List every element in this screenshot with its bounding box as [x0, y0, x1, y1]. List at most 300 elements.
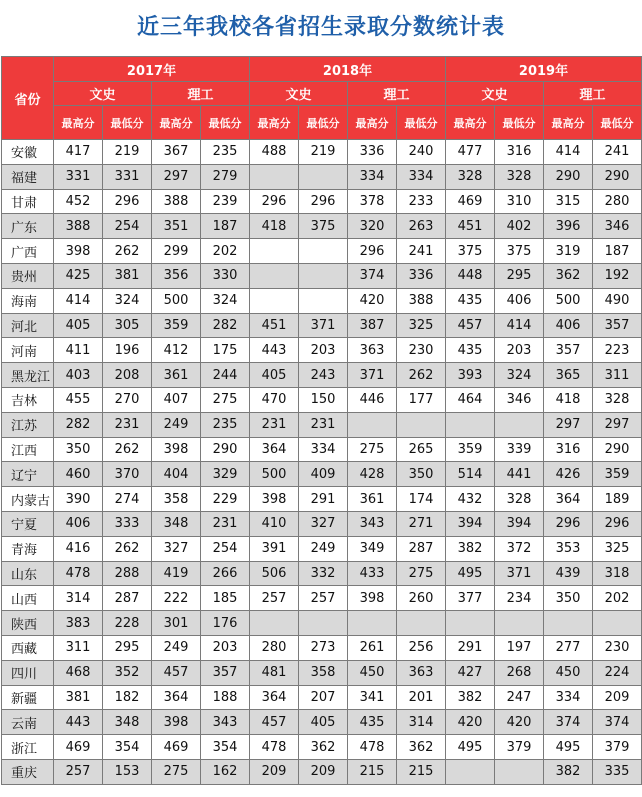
- score-cell: [250, 164, 299, 189]
- score-cell: 457: [152, 660, 201, 685]
- score-cell: 427: [446, 660, 495, 685]
- table-row: [2, 735, 642, 760]
- score-cell: 296: [250, 189, 299, 214]
- province-cell: 福建: [2, 164, 54, 189]
- score-cell: 374: [348, 263, 397, 288]
- score-cell: 457: [446, 313, 495, 338]
- table-row: [2, 635, 642, 660]
- score-cell: 364: [152, 685, 201, 710]
- score-cell: 364: [544, 487, 593, 512]
- score-cell: 277: [544, 635, 593, 660]
- table-row: [2, 487, 642, 512]
- score-cell: 470: [250, 387, 299, 412]
- province-cell: 浙江: [2, 735, 54, 760]
- score-cell: 405: [54, 313, 103, 338]
- score-cell: 201: [397, 685, 446, 710]
- score-cell: 361: [348, 487, 397, 512]
- province-cell: 河南: [2, 338, 54, 363]
- score-cell: 490: [593, 288, 642, 313]
- score-cell: 500: [152, 288, 201, 313]
- score-cell: 420: [495, 710, 544, 735]
- score-cell: 414: [495, 313, 544, 338]
- score-cell: 416: [54, 536, 103, 561]
- score-cell: 150: [299, 387, 348, 412]
- score-cell: 375: [446, 239, 495, 264]
- score-cell: 257: [54, 759, 103, 784]
- table-row: [2, 387, 642, 412]
- table-row: [2, 363, 642, 388]
- score-cell: 356: [152, 263, 201, 288]
- score-cell: 367: [152, 140, 201, 165]
- score-cell: 331: [103, 164, 152, 189]
- score-cell: 417: [54, 140, 103, 165]
- page-title: 近三年我校各省招生录取分数统计表: [136, 15, 505, 40]
- province-cell: 云南: [2, 710, 54, 735]
- score-cell: 439: [544, 561, 593, 586]
- stat-header-min: 最低分: [299, 106, 348, 140]
- score-cell: 291: [446, 635, 495, 660]
- score-cell: 426: [544, 462, 593, 487]
- score-cell: 514: [446, 462, 495, 487]
- score-cell: 363: [397, 660, 446, 685]
- year-header-2017: 2017年: [54, 57, 250, 82]
- stat-header-min: 最低分: [495, 106, 544, 140]
- score-cell: 379: [495, 735, 544, 760]
- stat-header-max: 最高分: [348, 106, 397, 140]
- stat-header-min: 最低分: [201, 106, 250, 140]
- score-cell: 233: [397, 189, 446, 214]
- score-cell: 412: [152, 338, 201, 363]
- score-cell: 333: [103, 511, 152, 536]
- score-cell: 256: [397, 635, 446, 660]
- score-cell: 282: [201, 313, 250, 338]
- score-cell: 202: [201, 239, 250, 264]
- score-cell: [299, 164, 348, 189]
- score-cell: 325: [593, 536, 642, 561]
- province-cell: 甘肃: [2, 189, 54, 214]
- score-cell: 331: [54, 164, 103, 189]
- score-cell: 378: [348, 189, 397, 214]
- score-cell: 275: [348, 437, 397, 462]
- score-cell: 495: [446, 561, 495, 586]
- score-cell: 329: [201, 462, 250, 487]
- score-cell: 296: [299, 189, 348, 214]
- score-cell: 311: [54, 635, 103, 660]
- score-cell: 435: [446, 338, 495, 363]
- score-cell: [446, 412, 495, 437]
- score-cell: [348, 611, 397, 636]
- score-cell: 187: [593, 239, 642, 264]
- score-cell: [593, 611, 642, 636]
- score-cell: 411: [54, 338, 103, 363]
- score-cell: 388: [397, 288, 446, 313]
- score-cell: 432: [446, 487, 495, 512]
- score-cell: 435: [446, 288, 495, 313]
- score-cell: 319: [544, 239, 593, 264]
- score-cell: 271: [397, 511, 446, 536]
- score-cell: 418: [544, 387, 593, 412]
- table-row: [2, 685, 642, 710]
- score-cell: 371: [348, 363, 397, 388]
- score-cell: 443: [250, 338, 299, 363]
- table-row: [2, 611, 642, 636]
- score-cell: 393: [446, 363, 495, 388]
- score-cell: [250, 263, 299, 288]
- score-cell: 354: [103, 735, 152, 760]
- table-row: [2, 561, 642, 586]
- stat-header-max: 最高分: [54, 106, 103, 140]
- table-row: [2, 536, 642, 561]
- score-cell: 244: [201, 363, 250, 388]
- table-row: [2, 586, 642, 611]
- score-cell: 409: [299, 462, 348, 487]
- score-cell: 336: [348, 140, 397, 165]
- score-cell: [250, 288, 299, 313]
- score-cell: 229: [201, 487, 250, 512]
- score-cell: 328: [593, 387, 642, 412]
- score-cell: 254: [103, 214, 152, 239]
- track-header-science: 理工: [544, 82, 642, 106]
- score-cell: 402: [495, 214, 544, 239]
- score-cell: 457: [250, 710, 299, 735]
- score-cell: 371: [495, 561, 544, 586]
- score-cell: 364: [250, 437, 299, 462]
- score-cell: 231: [103, 412, 152, 437]
- score-cell: 296: [103, 189, 152, 214]
- score-cell: 481: [250, 660, 299, 685]
- score-cell: 358: [152, 487, 201, 512]
- score-cell: 359: [152, 313, 201, 338]
- score-cell: 295: [103, 635, 152, 660]
- score-cell: 377: [446, 586, 495, 611]
- score-cell: 334: [299, 437, 348, 462]
- score-cell: 350: [54, 437, 103, 462]
- score-cell: 357: [593, 313, 642, 338]
- score-cell: 382: [446, 685, 495, 710]
- score-cell: 359: [593, 462, 642, 487]
- score-cell: 318: [593, 561, 642, 586]
- score-cell: 374: [593, 710, 642, 735]
- score-cell: [495, 759, 544, 784]
- score-cell: 495: [544, 735, 593, 760]
- province-cell: 重庆: [2, 759, 54, 784]
- score-cell: 382: [446, 536, 495, 561]
- score-cell: 349: [348, 536, 397, 561]
- score-cell: 262: [397, 363, 446, 388]
- stat-header-min: 最低分: [103, 106, 152, 140]
- province-cell: 青海: [2, 536, 54, 561]
- score-cell: [299, 611, 348, 636]
- score-cell: 381: [103, 263, 152, 288]
- score-cell: 203: [299, 338, 348, 363]
- score-cell: 398: [152, 710, 201, 735]
- score-cell: [299, 263, 348, 288]
- province-cell: 西藏: [2, 635, 54, 660]
- score-cell: 346: [495, 387, 544, 412]
- score-cell: 506: [250, 561, 299, 586]
- track-header-science: 理工: [348, 82, 446, 106]
- score-cell: [299, 288, 348, 313]
- score-cell: [446, 611, 495, 636]
- table-row: [2, 164, 642, 189]
- score-cell: 290: [593, 437, 642, 462]
- table-row: [2, 660, 642, 685]
- table-row: [2, 140, 642, 165]
- score-cell: 469: [54, 735, 103, 760]
- score-cell: 388: [152, 189, 201, 214]
- score-cell: 348: [152, 511, 201, 536]
- year-header-2018: 2018年: [250, 57, 446, 82]
- score-cell: 287: [397, 536, 446, 561]
- province-cell: 黑龙江: [2, 363, 54, 388]
- score-cell: 203: [495, 338, 544, 363]
- score-cell: 406: [544, 313, 593, 338]
- score-cell: 363: [348, 338, 397, 363]
- score-cell: 374: [544, 710, 593, 735]
- score-cell: 341: [348, 685, 397, 710]
- score-cell: 280: [593, 189, 642, 214]
- table-row: [2, 189, 642, 214]
- score-cell: 209: [299, 759, 348, 784]
- score-cell: 290: [201, 437, 250, 462]
- score-cell: 297: [152, 164, 201, 189]
- table-row: [2, 437, 642, 462]
- score-cell: 450: [348, 660, 397, 685]
- score-cell: 362: [299, 735, 348, 760]
- score-cell: 372: [495, 536, 544, 561]
- score-cell: 328: [495, 164, 544, 189]
- score-cell: 203: [201, 635, 250, 660]
- score-cell: 383: [54, 611, 103, 636]
- score-cell: 452: [54, 189, 103, 214]
- province-cell: 河北: [2, 313, 54, 338]
- score-cell: 451: [446, 214, 495, 239]
- score-cell: 230: [593, 635, 642, 660]
- score-cell: [495, 412, 544, 437]
- score-cell: 407: [152, 387, 201, 412]
- score-cell: 254: [201, 536, 250, 561]
- score-cell: 316: [495, 140, 544, 165]
- score-cell: 469: [446, 189, 495, 214]
- score-cell: 425: [54, 263, 103, 288]
- table-row: [2, 288, 642, 313]
- score-cell: [397, 412, 446, 437]
- score-cell: 435: [348, 710, 397, 735]
- score-cell: 247: [495, 685, 544, 710]
- table-row: [2, 263, 642, 288]
- score-cell: 336: [397, 263, 446, 288]
- score-cell: 282: [54, 412, 103, 437]
- score-cell: 297: [593, 412, 642, 437]
- score-cell: 404: [152, 462, 201, 487]
- score-cell: 357: [544, 338, 593, 363]
- score-cell: 398: [250, 487, 299, 512]
- track-header-arts: 文史: [250, 82, 348, 106]
- score-cell: 296: [348, 239, 397, 264]
- score-cell: 296: [593, 511, 642, 536]
- score-cell: 330: [201, 263, 250, 288]
- score-cell: 290: [593, 164, 642, 189]
- score-cell: 387: [348, 313, 397, 338]
- score-cell: 176: [201, 611, 250, 636]
- score-cell: 249: [299, 536, 348, 561]
- score-cell: 301: [152, 611, 201, 636]
- score-cell: 266: [201, 561, 250, 586]
- score-cell: 391: [250, 536, 299, 561]
- score-cell: 185: [201, 586, 250, 611]
- score-cell: 406: [54, 511, 103, 536]
- score-cell: 209: [593, 685, 642, 710]
- score-cell: 324: [495, 363, 544, 388]
- table-row: [2, 338, 642, 363]
- score-cell: 343: [348, 511, 397, 536]
- score-cell: 230: [397, 338, 446, 363]
- score-cell: 478: [250, 735, 299, 760]
- score-cell: 287: [103, 586, 152, 611]
- score-cell: 265: [397, 437, 446, 462]
- province-cell: 吉林: [2, 387, 54, 412]
- score-cell: 207: [299, 685, 348, 710]
- score-cell: 175: [201, 338, 250, 363]
- score-cell: 394: [446, 511, 495, 536]
- score-cell: 262: [103, 239, 152, 264]
- score-cell: 346: [593, 214, 642, 239]
- score-cell: 335: [593, 759, 642, 784]
- score-cell: 234: [495, 586, 544, 611]
- score-cell: 182: [103, 685, 152, 710]
- table-row: [2, 214, 642, 239]
- score-cell: 478: [54, 561, 103, 586]
- score-cell: 325: [397, 313, 446, 338]
- score-cell: [250, 239, 299, 264]
- score-cell: 365: [544, 363, 593, 388]
- province-cell: 江西: [2, 437, 54, 462]
- score-cell: 350: [397, 462, 446, 487]
- score-cell: 468: [54, 660, 103, 685]
- score-cell: 290: [544, 164, 593, 189]
- score-cell: 260: [397, 586, 446, 611]
- score-cell: [495, 611, 544, 636]
- score-cell: 314: [397, 710, 446, 735]
- province-cell: 内蒙古: [2, 487, 54, 512]
- score-cell: 361: [152, 363, 201, 388]
- score-cell: 223: [593, 338, 642, 363]
- score-cell: 406: [495, 288, 544, 313]
- score-cell: 362: [397, 735, 446, 760]
- score-cell: 358: [299, 660, 348, 685]
- score-cell: 316: [544, 437, 593, 462]
- stat-header-min: 最低分: [397, 106, 446, 140]
- table-row: [2, 462, 642, 487]
- score-cell: 241: [397, 239, 446, 264]
- score-cell: 224: [593, 660, 642, 685]
- score-cell: 394: [495, 511, 544, 536]
- score-cell: 469: [152, 735, 201, 760]
- score-cell: 174: [397, 487, 446, 512]
- score-cell: 270: [103, 387, 152, 412]
- score-cell: 295: [495, 263, 544, 288]
- score-cell: 332: [299, 561, 348, 586]
- score-cell: 241: [593, 140, 642, 165]
- stat-header-min: 最低分: [593, 106, 642, 140]
- score-cell: 379: [593, 735, 642, 760]
- score-cell: 419: [152, 561, 201, 586]
- score-cell: 352: [103, 660, 152, 685]
- score-cell: 231: [250, 412, 299, 437]
- score-cell: 370: [103, 462, 152, 487]
- score-cell: 188: [201, 685, 250, 710]
- score-cell: 275: [152, 759, 201, 784]
- score-cell: 488: [250, 140, 299, 165]
- score-cell: 311: [593, 363, 642, 388]
- score-cell: 334: [397, 164, 446, 189]
- score-cell: 339: [495, 437, 544, 462]
- province-cell: 四川: [2, 660, 54, 685]
- track-header-arts: 文史: [446, 82, 544, 106]
- score-cell: 162: [201, 759, 250, 784]
- score-cell: [446, 759, 495, 784]
- stat-header-max: 最高分: [250, 106, 299, 140]
- score-cell: 320: [348, 214, 397, 239]
- score-cell: 249: [152, 635, 201, 660]
- score-cell: 324: [103, 288, 152, 313]
- score-cell: 262: [103, 536, 152, 561]
- province-cell: 辽宁: [2, 462, 54, 487]
- score-cell: 348: [103, 710, 152, 735]
- score-cell: 334: [348, 164, 397, 189]
- score-cell: 231: [201, 511, 250, 536]
- score-cell: 235: [201, 412, 250, 437]
- stat-header-max: 最高分: [544, 106, 593, 140]
- score-cell: 243: [299, 363, 348, 388]
- score-cell: 448: [446, 263, 495, 288]
- score-cell: 177: [397, 387, 446, 412]
- province-cell: 贵州: [2, 263, 54, 288]
- score-cell: 398: [152, 437, 201, 462]
- score-cell: 398: [54, 239, 103, 264]
- score-cell: 305: [103, 313, 152, 338]
- score-cell: 192: [593, 263, 642, 288]
- score-cell: 263: [397, 214, 446, 239]
- score-cell: 296: [544, 511, 593, 536]
- score-cell: 314: [54, 586, 103, 611]
- score-cell: 418: [250, 214, 299, 239]
- score-cell: 334: [544, 685, 593, 710]
- province-cell: 海南: [2, 288, 54, 313]
- score-cell: 327: [299, 511, 348, 536]
- province-cell: 新疆: [2, 685, 54, 710]
- score-cell: 354: [201, 735, 250, 760]
- score-cell: 249: [152, 412, 201, 437]
- score-cell: 382: [544, 759, 593, 784]
- score-cell: 327: [152, 536, 201, 561]
- score-cell: 187: [201, 214, 250, 239]
- table-row: [2, 511, 642, 536]
- score-cell: 390: [54, 487, 103, 512]
- table-row: [2, 239, 642, 264]
- table-row: [2, 412, 642, 437]
- score-cell: 257: [250, 586, 299, 611]
- score-cell: 388: [54, 214, 103, 239]
- score-cell: 222: [152, 586, 201, 611]
- province-cell: 陕西: [2, 611, 54, 636]
- score-cell: 364: [250, 685, 299, 710]
- score-cell: 239: [201, 189, 250, 214]
- score-cell: [544, 611, 593, 636]
- score-cell: 219: [103, 140, 152, 165]
- score-cell: [299, 239, 348, 264]
- score-cell: 208: [103, 363, 152, 388]
